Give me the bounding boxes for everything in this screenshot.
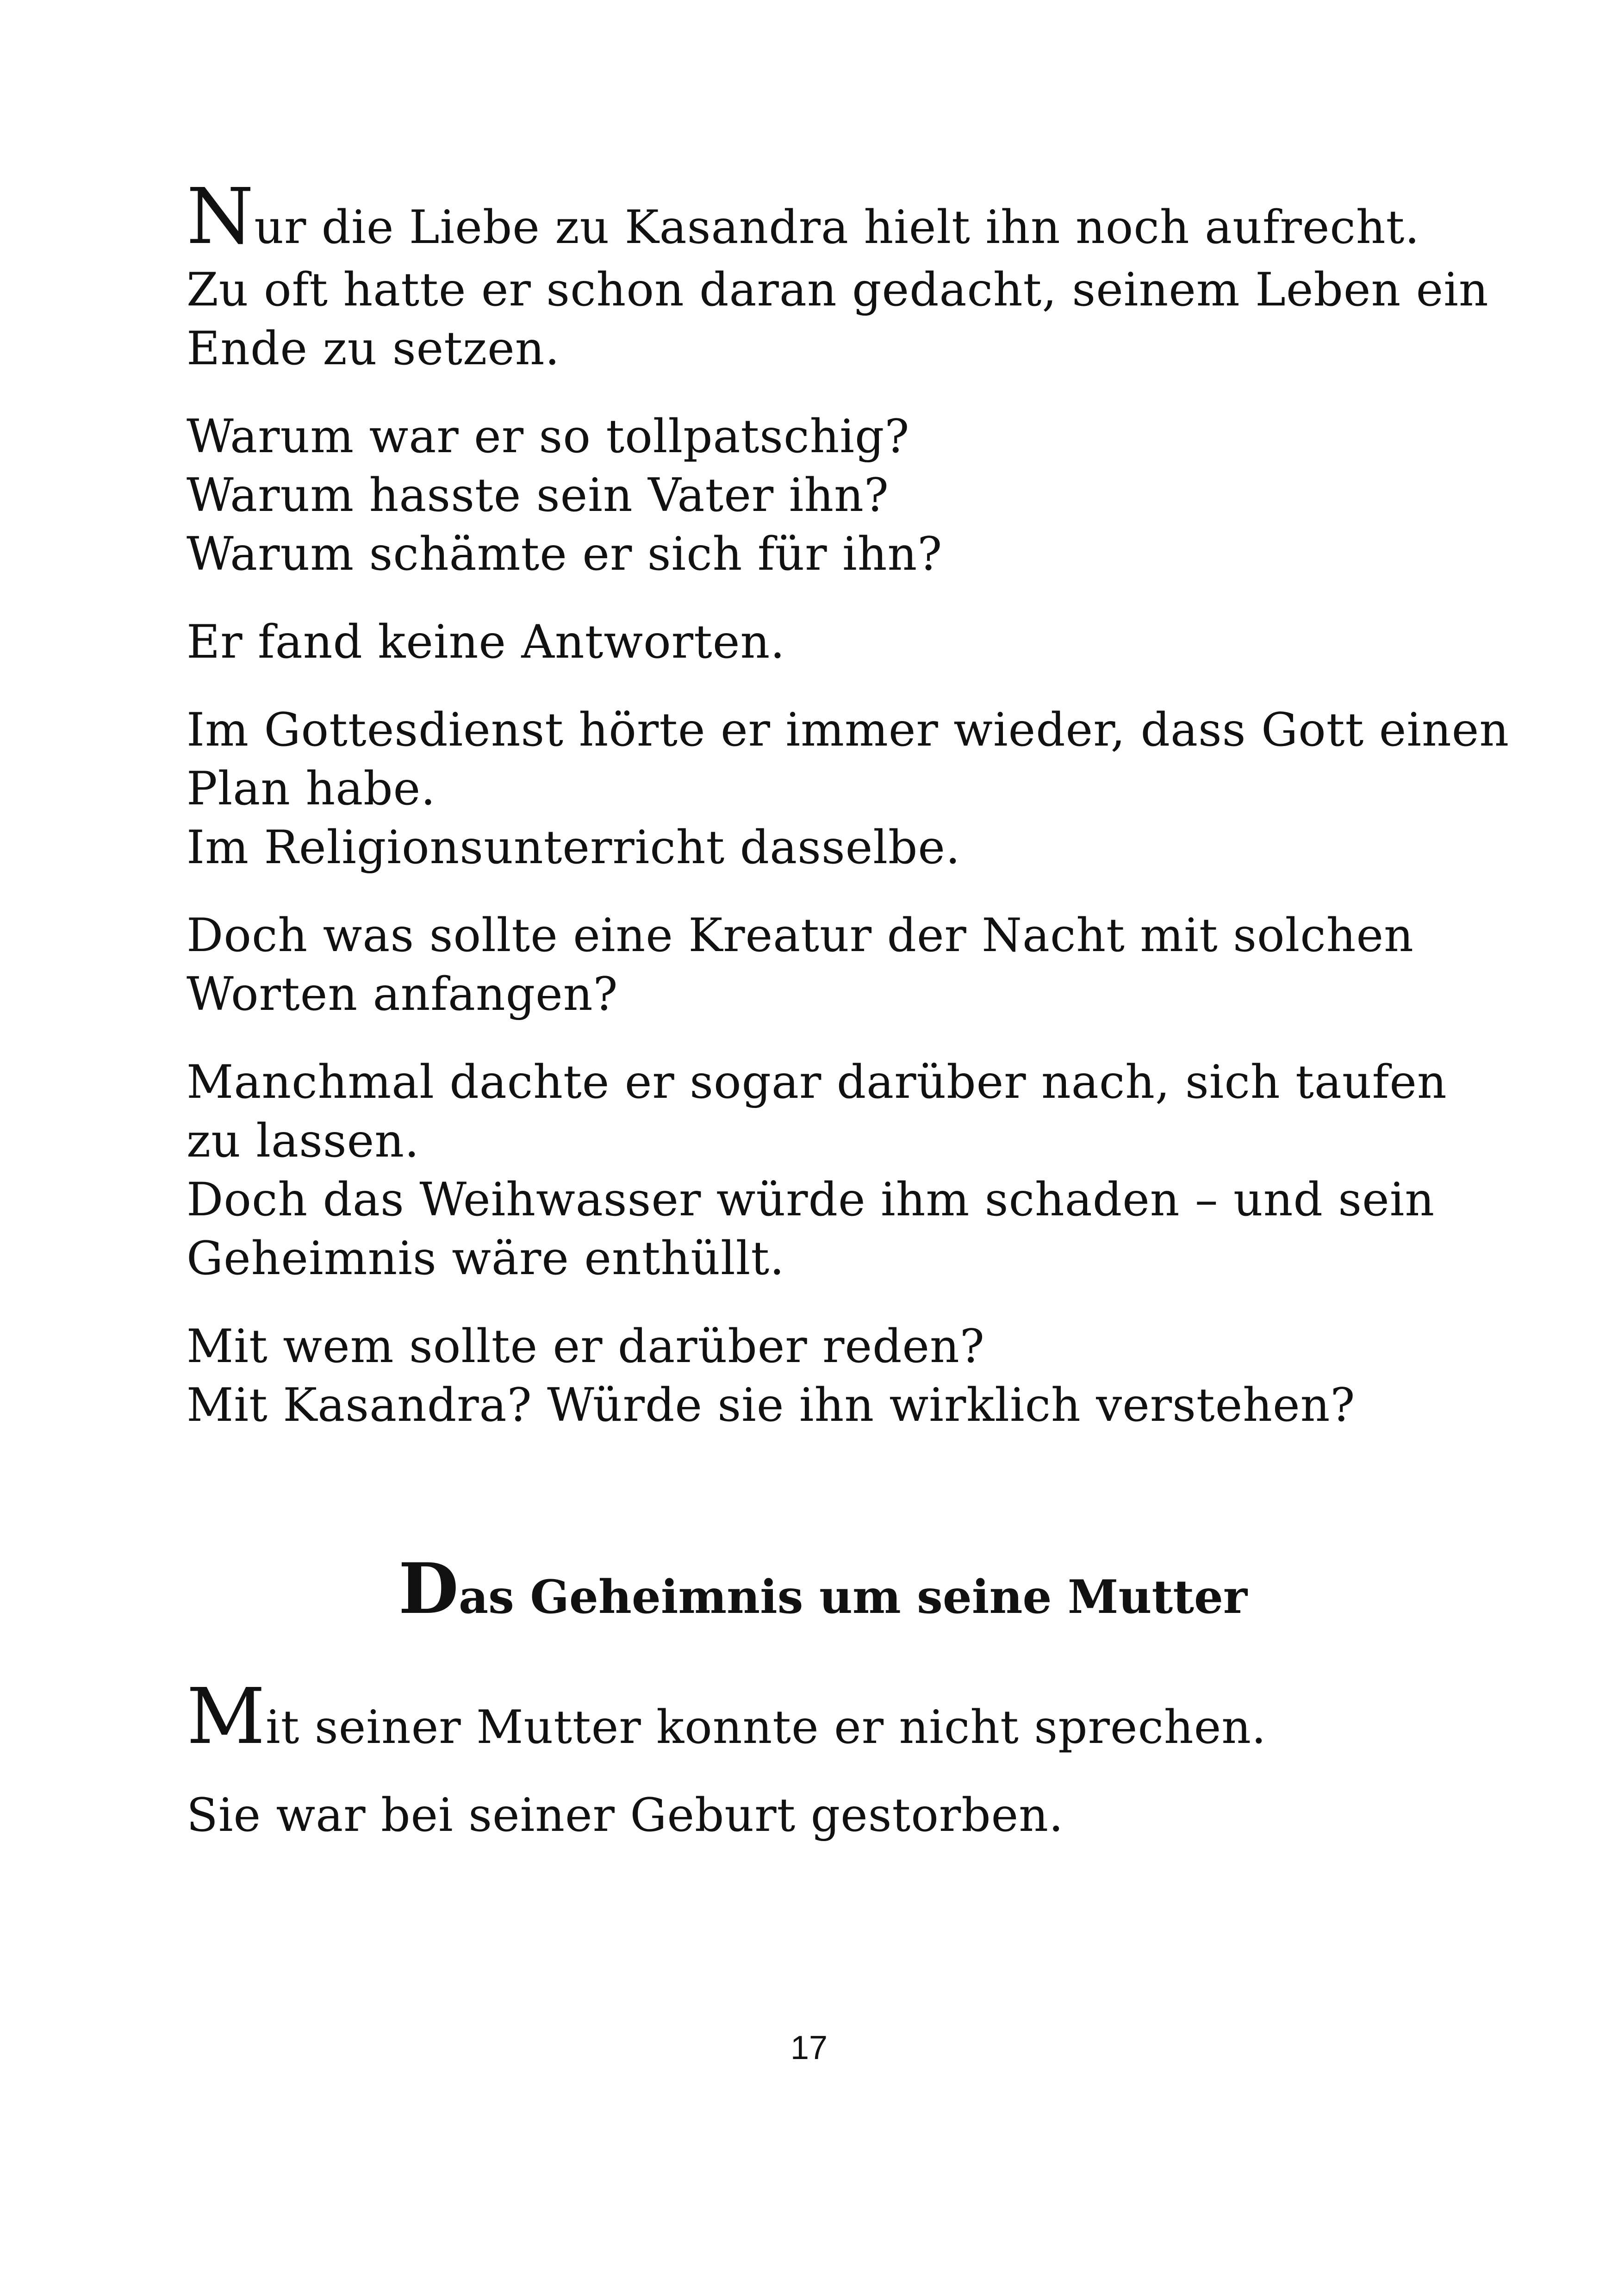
- paragraph-7-line-3: Doch das Weihwasser würde ihm schaden – und sein: [187, 1173, 1435, 1226]
- paragraph-6-line-1: Doch was sollte eine Kreatur der Nacht mit solchen: [187, 909, 1414, 962]
- paragraph-3-line-2: Warum hasste sein Vater ihn?: [187, 469, 889, 522]
- paragraph-2: [187, 261, 1489, 378]
- paragraph-3-line-1: Warum war er so tollpatschig?: [187, 410, 910, 463]
- paragraph-6-line-2: Worten anfangen?: [187, 968, 618, 1021]
- page-number: 17: [790, 2029, 828, 2066]
- chapter-paragraph-2: [187, 1786, 1459, 1845]
- paragraph-7-line-2: zu lassen.: [187, 1114, 420, 1168]
- chapter-title-text: as Geheimnis um seine Mutter: [458, 1570, 1248, 1624]
- page-content: [187, 172, 1510, 1874]
- paragraph-7-line-4: Geheimnis wäre enthüllt.: [187, 1232, 785, 1285]
- paragraph-8-line-1: Mit wem sollte er darüber reden?: [187, 1320, 985, 1373]
- chapter-paragraph-1: [187, 1672, 1459, 1761]
- paragraph-4-line-1: Er fand keine Antworten.: [187, 616, 785, 669]
- paragraph-7: [187, 1053, 1459, 1288]
- chapter-title-dropcap: D: [398, 1548, 459, 1630]
- paragraph-5-line-3: Im Religionsunterricht dasselbe.: [187, 821, 961, 874]
- paragraph-2-line-1: Zu oft hatte er schon daran gedacht, seinem Leben ein: [187, 263, 1489, 317]
- paragraph-7-line-1: Manchmal dachte er sogar darüber nach, sich taufen: [187, 1056, 1447, 1109]
- paragraph-1-line-1: ur die Liebe zu Kasandra hielt ihn noch aufrecht.: [254, 201, 1420, 254]
- paragraph-8: [187, 1317, 1459, 1435]
- paragraph-1: [187, 172, 1459, 261]
- dropcap-letter: N: [187, 172, 255, 261]
- paragraph-3-line-3: Warum schämte er sich für ihn?: [187, 528, 943, 581]
- paragraph-4: [187, 613, 1459, 672]
- paragraph-2-line-2: Ende zu setzen.: [187, 322, 560, 375]
- chapter-paragraph-1-line-1: it seiner Mutter konnte er nicht sprechen.: [265, 1701, 1267, 1754]
- paragraph-3: [187, 407, 1459, 584]
- paragraph-8-line-2: Mit Kasandra? Würde sie ihn wirklich verstehen?: [187, 1379, 1356, 1432]
- paragraph-6: [187, 906, 1459, 1024]
- paragraph-5-line-1: Im Gottesdienst hörte er immer wieder, dass Gott einen: [187, 703, 1510, 757]
- chapter-paragraph-2-line-1: Sie war bei seiner Geburt gestorben.: [187, 1789, 1064, 1842]
- chapter-title: [187, 1548, 1459, 1632]
- paragraph-5-line-2: Plan habe.: [187, 762, 436, 815]
- paragraph-5: [187, 701, 1510, 877]
- chapter-dropcap-letter: M: [187, 1672, 266, 1761]
